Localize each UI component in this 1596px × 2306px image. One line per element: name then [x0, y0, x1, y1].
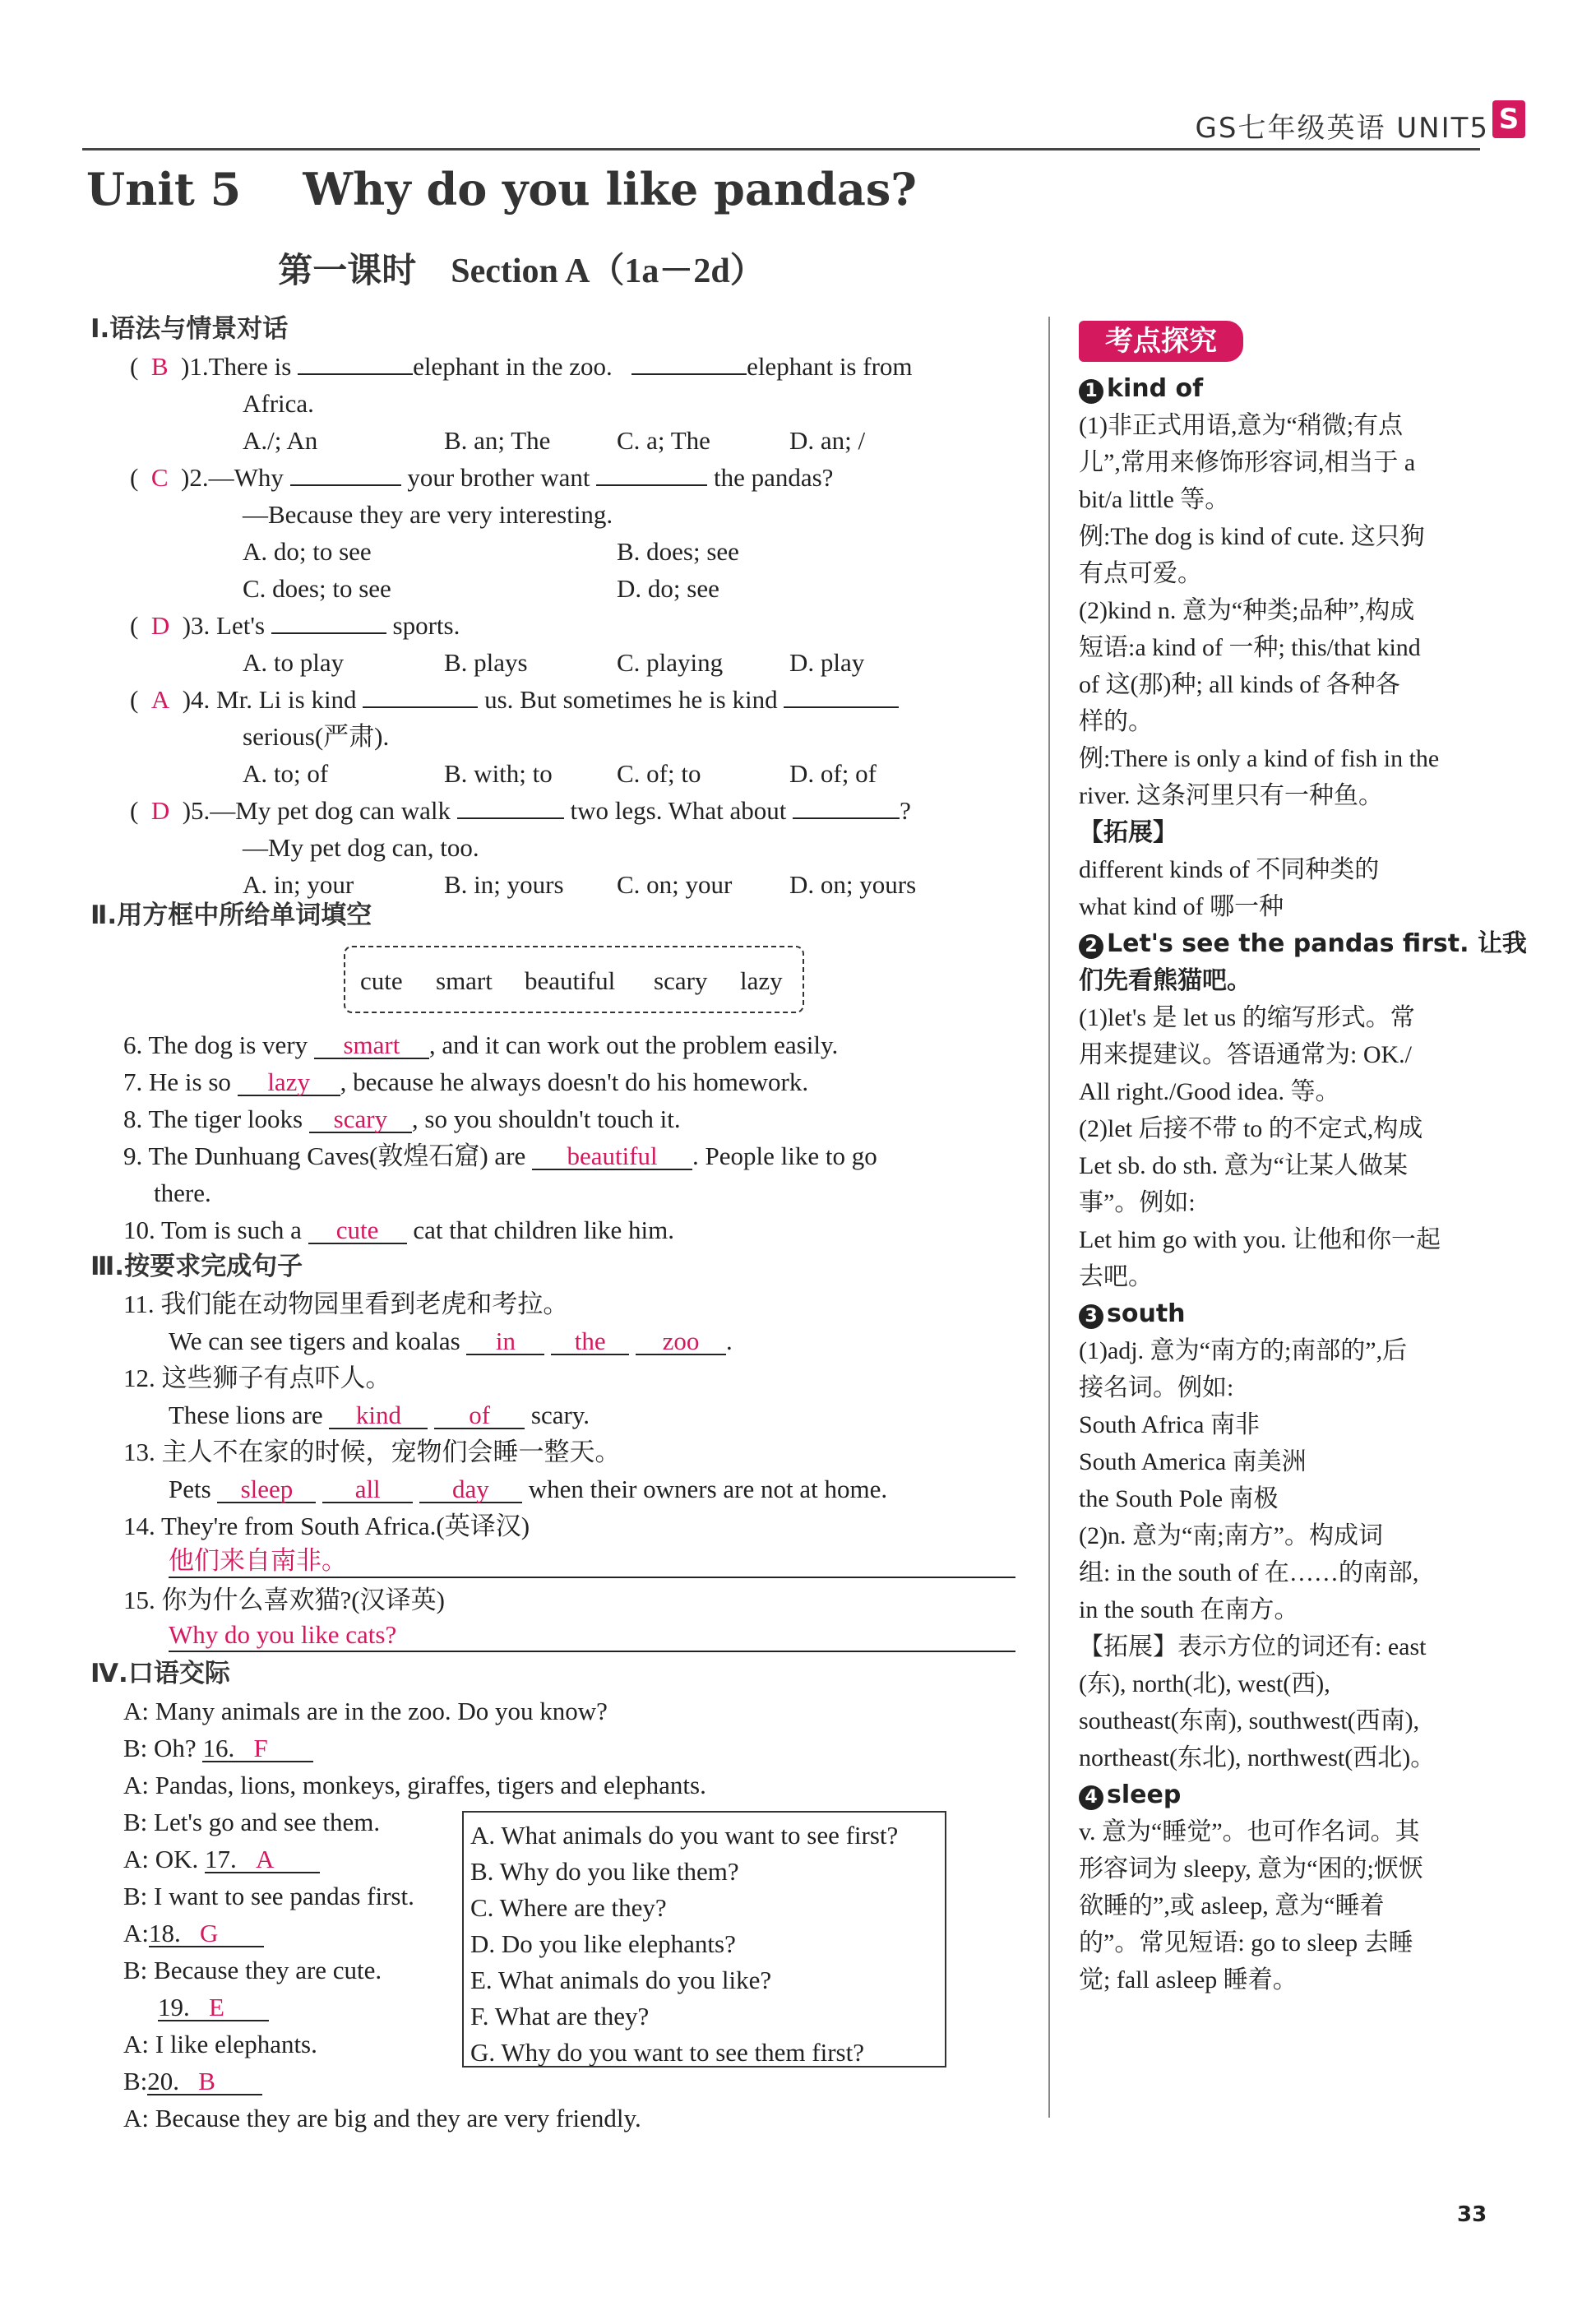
q2-answer: C	[150, 463, 169, 492]
dialog-line-10: A: I like elephants.	[123, 2030, 317, 2058]
dialog-line-5: A: OK. 17. A	[123, 1846, 320, 1873]
q19-answer: E	[209, 1993, 224, 2021]
q1-opt-a: A./; An	[243, 426, 318, 455]
option-f: F. What are they?	[470, 2002, 650, 2030]
q5-opt-d: D. on; yours	[789, 870, 917, 899]
q2-opt-d: D. do; see	[617, 574, 719, 603]
word-smart: smart	[436, 966, 493, 995]
q4-answer: A	[150, 685, 170, 714]
q5-stem: ( D )5.—My pet dog can walk two legs. What about ?	[130, 796, 911, 825]
running-header: GS七年级英语 UNIT5	[1195, 112, 1489, 145]
q12-answer-1: kind	[329, 1402, 428, 1429]
q3-opt-c: C. playing	[617, 648, 724, 677]
q5-opt-a: A. in; your	[243, 870, 354, 899]
header-rule	[82, 148, 1480, 150]
q10-answer: cute	[308, 1217, 407, 1244]
section-2-heading: Ⅱ.用方框中所给单词填空	[90, 901, 372, 930]
q8-answer: scary	[309, 1106, 412, 1133]
dialog-line-1: A: Many animals are in the zoo. Do you know?	[123, 1697, 608, 1725]
option-g: G. Why do you want to see them first?	[470, 2038, 864, 2067]
dialog-line-11: B:20. B	[123, 2068, 262, 2095]
q17-answer: A	[256, 1845, 275, 1873]
option-d: D. Do you like elephants?	[470, 1929, 736, 1958]
q9-answer: beautiful	[532, 1143, 692, 1170]
q12-chinese: 12. 这些狮子有点吓人。	[123, 1364, 391, 1392]
q3-stem: ( D )3. Let's sports.	[130, 611, 460, 640]
q4-opt-d: D. of; of	[789, 759, 877, 788]
word-beautiful: beautiful	[525, 966, 616, 995]
q13-chinese: 13. 主人不在家的时候，宠物们会睡一整天。	[123, 1438, 621, 1466]
q14-answer: 他们来自南非。	[169, 1546, 347, 1575]
q1-opt-d: D. an; /	[789, 426, 866, 455]
notes-tag: 考点探究	[1079, 321, 1243, 362]
word-cute: cute	[360, 966, 403, 995]
q13: Pets sleep all day when their owners are not at home.	[169, 1475, 888, 1503]
q2-opt-a: A. do; to see	[243, 537, 372, 566]
section-3-heading: Ⅲ.按要求完成句子	[90, 1252, 303, 1281]
q9: 9. The Dunhuang Caves(敦煌石窟) are beautiful . People like to go	[123, 1141, 877, 1170]
q13-answer-2: all	[322, 1476, 413, 1503]
q4-stem: ( A )4. Mr. Li is kind us. But sometimes he is kind	[130, 687, 899, 712]
section-1-heading: Ⅰ.语法与情景对话	[90, 314, 289, 344]
q13-answer-1: sleep	[217, 1476, 316, 1503]
q11-answer-2: the	[551, 1328, 629, 1355]
number-2-icon: 2	[1079, 934, 1103, 959]
q4-opt-c: C. of; to	[617, 759, 701, 788]
publisher-logo-icon: S	[1492, 100, 1525, 138]
q14	[169, 1548, 1015, 1578]
number-1-icon: 1	[1079, 379, 1103, 404]
q5-opt-b: B. in; yours	[444, 870, 564, 899]
q15	[169, 1622, 1015, 1652]
q16-answer: F	[253, 1734, 268, 1762]
q20-answer: B	[198, 2067, 215, 2095]
dialog-line-12: A: Because they are big and they are very friendly.	[123, 2104, 641, 2132]
option-a: A. What animals do you want to see first?	[470, 1821, 899, 1850]
q12-answer-2: of	[434, 1402, 525, 1429]
page-number: 33	[1457, 2202, 1487, 2227]
dialog-options-box	[462, 1811, 946, 2068]
dialog-line-4: B: Let's go and see them.	[123, 1808, 381, 1836]
word-scary: scary	[654, 966, 708, 995]
q4-opt-a: A. to; of	[243, 759, 329, 788]
option-c: C. Where are they?	[470, 1893, 667, 1922]
q10: 10. Tom is such a cute cat that children like him.	[123, 1216, 674, 1244]
q6: 6. The dog is very smart , and it can work out the problem easily.	[123, 1030, 839, 1059]
number-3-icon: 3	[1079, 1304, 1103, 1329]
option-e: E. What animals do you like?	[470, 1966, 772, 1994]
column-divider	[1048, 317, 1050, 2118]
q11-answer-3: zoo	[636, 1328, 726, 1355]
q12: These lions are kind of scary.	[169, 1401, 590, 1429]
q4-stem-cont: serious(严肃).	[243, 722, 390, 751]
q2-opt-b: B. does; see	[617, 537, 739, 566]
q3-opt-b: B. plays	[444, 648, 528, 677]
q6-answer: smart	[314, 1032, 429, 1059]
q5-answer: D	[150, 796, 170, 825]
q13-answer-3: day	[419, 1476, 522, 1503]
q9-cont: there.	[154, 1178, 211, 1207]
word-lazy: lazy	[740, 966, 783, 995]
q7-answer: lazy	[238, 1069, 340, 1096]
q14-question: 14. They're from South Africa.(英译汉)	[123, 1512, 530, 1540]
q2-opt-c: C. does; to see	[243, 574, 391, 603]
dialog-line-3: A: Pandas, lions, monkeys, giraffes, tigers and elephants.	[123, 1771, 706, 1799]
dialog-line-9: 19. E	[158, 1994, 269, 2021]
option-b: B. Why do you like them?	[470, 1857, 739, 1886]
q11: We can see tigers and koalas in the zoo .	[169, 1327, 733, 1355]
q1-stem-cont: Africa.	[243, 389, 314, 418]
q2-stem-cont: —Because they are very interesting.	[243, 500, 613, 529]
q4-opt-b: B. with; to	[444, 759, 553, 788]
q8: 8. The tiger looks scary , so you shouldn't touch it.	[123, 1104, 681, 1133]
dialog-line-6: B: I want to see pandas first.	[123, 1882, 414, 1910]
q11-chinese: 11. 我们能在动物园里看到老虎和考拉。	[123, 1290, 569, 1318]
q1-opt-b: B. an; The	[444, 426, 551, 455]
q5-stem-cont: —My pet dog can, too.	[243, 833, 479, 862]
word-box	[344, 946, 804, 1013]
q18-answer: G	[200, 1919, 219, 1947]
q15-question: 15. 你为什么喜欢猫?(汉译英)	[123, 1586, 445, 1614]
q15-answer: Why do you like cats?	[169, 1620, 397, 1649]
q11-answer-1: in	[466, 1328, 544, 1355]
q3-answer: D	[150, 611, 170, 640]
q3-opt-d: D. play	[789, 648, 865, 677]
q3-opt-a: A. to play	[243, 648, 345, 677]
unit-title: Unit 5 Why do you like pandas?	[86, 163, 917, 215]
dialog-line-2: B: Oh? 16. F	[123, 1735, 313, 1762]
number-4-icon: 4	[1079, 1785, 1103, 1810]
q5-opt-c: C. on; your	[617, 870, 733, 899]
q2-stem: ( C )2.—Why your brother want the pandas?	[130, 463, 834, 492]
section-4-heading: Ⅳ.口语交际	[90, 1659, 230, 1688]
q1-stem: ( B )1.There is elephant in the zoo. elephant is from	[130, 352, 913, 381]
q1-answer: B	[150, 352, 169, 381]
lesson-subtitle: 第一课时 Section A（1a－2d）	[278, 252, 765, 290]
q7: 7. He is so lazy , because he always doesn't do his homework.	[123, 1067, 809, 1096]
dialog-line-7: A:18. G	[123, 1920, 264, 1947]
q1-opt-c: C. a; The	[617, 426, 710, 455]
dialog-line-8: B: Because they are cute.	[123, 1956, 382, 1984]
